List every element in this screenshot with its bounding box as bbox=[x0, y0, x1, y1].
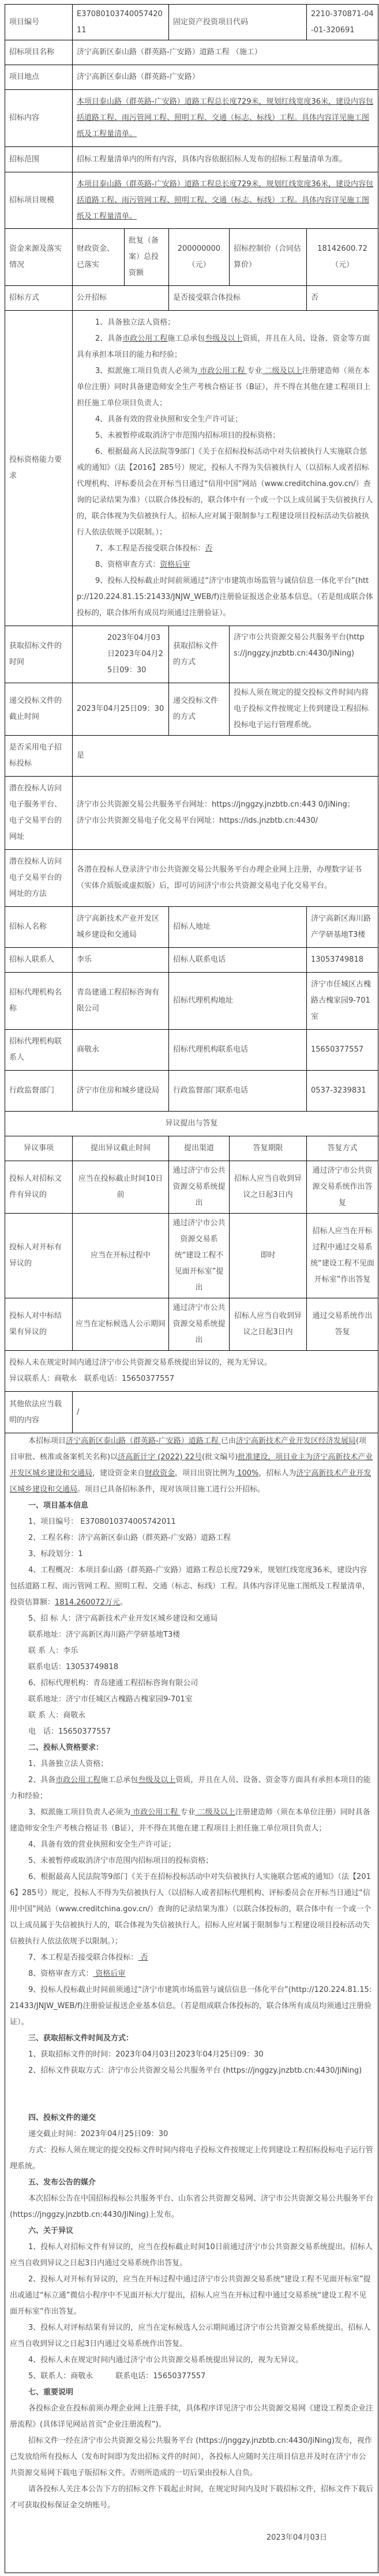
text-segment: 4、工程概况：本项目泰山路（群英路-广安路）道路工程总长度729米，规划红线宽度36米，建设内容包括道路工程、雨污管网工程、照明工程、交通（标志、标线）工程。具体内容详见施工图纸及工程量清单，投资估算额： bbox=[10, 1566, 370, 1607]
fund-label: 资金来源及落实情况 bbox=[5, 229, 73, 286]
supervisor-phone: 0537-3239831 bbox=[307, 1071, 378, 1112]
tenderer-addr-label: 招标人地址 bbox=[169, 907, 307, 948]
qualification-requirements bbox=[73, 311, 378, 626]
text-segment: 联系地址：济宁市任城区古槐路古槐家园9-701室 bbox=[28, 1695, 193, 1704]
objection-header: 异议事项 bbox=[5, 1136, 73, 1161]
text-segment: 六、关于异议 bbox=[28, 2227, 74, 2235]
text-segment: 7、本工程是否接受联合体投标： bbox=[95, 544, 205, 553]
text-segment: 5、联系人：商敬永 联系电话：15650377557 bbox=[28, 2372, 206, 2381]
supervisor-phone-label: 行政监督部门联系电话 bbox=[169, 1071, 307, 1112]
text-segment: 专业 bbox=[247, 367, 262, 375]
qualification-item bbox=[77, 573, 374, 622]
section-heading bbox=[10, 1498, 373, 1514]
objection-contact: 异议联系人：商敬永 联系电话：15650377557 bbox=[9, 1374, 174, 1383]
text-segment: 请各投标人关注本公告下方的招标文件下载起止时间，在规定时间内及时下载招标文件，招标文件下载后才可获取投标保证金交纳账号。 bbox=[10, 2485, 374, 2510]
public-service-url[interactable]: 济宁市公共资源交易公共服务平台网址：https://jnggzy.jnzbtb.cn:443 0/JiNing； bbox=[77, 800, 355, 809]
text-segment: 递交截止时间：2023年04月25日09：30 bbox=[28, 2130, 168, 2138]
text-segment: 注册建造师（须在本单位注册）同时具备建造师安全生产考核合格证书（B证），并不得在其他在建工程项目上担任施工单位项目负责人； bbox=[10, 1808, 370, 1833]
tender-scope: 招标工程量清单内的所有内容，具体内容依据招标人发布的招标工程量清单为准。 bbox=[73, 147, 378, 172]
underlined-text: 资格后审 bbox=[93, 1969, 126, 1978]
qualification-item bbox=[77, 412, 374, 428]
obtain-way: 济宁市公共资源交易公共服务平台(https://jnggzy.jnzbtb.cn:4430/JiNing) bbox=[230, 626, 378, 683]
paragraph bbox=[10, 2352, 373, 2368]
paragraph bbox=[10, 1724, 373, 1740]
text-segment: 。 bbox=[119, 1598, 127, 1607]
announcement-body bbox=[5, 1433, 378, 2573]
text-segment: 联系电话：13053749818 bbox=[28, 1663, 118, 1671]
text-segment: 6、根据最高人民法院等9部门《关于在招标投标活动中对失信被执行人实施联合惩戒的通知》（法【2016】285号）规定，投标人不得为失信被执行人（以招标人或者招标代理机构、评标委员会在开标当日通过“信用中国”网站（www.creditchina.gov.cn/）查询的记录结果为准）（以联合体投标的，联合体中有一个或一个以上成员属于失信被执行人的，联合体视为失信被执行人。招标人应对属于限制参与工程建设项目投标活动失信被执行人依法依规予以限制。）； bbox=[10, 1873, 372, 1946]
text-segment: 4、具备有效的营业执照和安全生产许可证； bbox=[28, 1840, 176, 1849]
name-label: 招标项目名称 bbox=[5, 40, 73, 65]
underlined-text: 济宁高新区泰山路（群英路-广安路）道路工程 bbox=[66, 1437, 221, 1445]
underlined-text: 否 bbox=[138, 1953, 148, 1962]
underlined-text: 批准建设，项目业主为济宁高新技术产业开发区城乡建设和交通局 bbox=[10, 1453, 373, 1478]
qualification-item bbox=[77, 428, 374, 444]
text-segment: 七、重要说明 bbox=[28, 2388, 74, 2397]
objection-reply-way: 招标人应当在开标过程中通过交易系统“建设工程不见面开标室”作出答复 bbox=[307, 1214, 378, 1298]
paragraph bbox=[10, 1562, 373, 1611]
underlined-text: 二级及以上 bbox=[262, 367, 302, 375]
section-heading bbox=[10, 1740, 373, 1756]
text-segment: 资质，并且在人员、设备、资金等方面具有承担本项目的能力和经验； bbox=[10, 1776, 371, 1801]
text-segment: 本招标项目 bbox=[28, 1437, 66, 1445]
objection-note bbox=[5, 1351, 378, 1392]
consortium-label: 是否接受联合体投标 bbox=[169, 286, 307, 311]
underlined-text: 资格后审 bbox=[160, 560, 190, 569]
fund-source: 财政资金、已落实 bbox=[73, 229, 125, 286]
control-price: 18142600.72 （元） bbox=[307, 229, 378, 286]
paragraph bbox=[10, 1805, 373, 1837]
scope-label: 招标范围 bbox=[5, 147, 73, 172]
tender-announcement-table bbox=[5, 4, 378, 2573]
objection-reply-period: 招标人应当自收到异议之日起3日内 bbox=[230, 1298, 307, 1351]
text-segment: 2、招标文件获取方式：济宁市公共资源交易公共服务平台 (https://jnggzy.jnzbtb.cn:4430/JiNing) bbox=[28, 2066, 362, 2075]
supervisor-label: 行政监督部门 bbox=[5, 1071, 73, 1112]
underlined-text: 叁级及以上 bbox=[205, 334, 243, 343]
consortium-value: 否 bbox=[307, 286, 378, 311]
paragraph bbox=[10, 1853, 373, 1869]
qualification-item bbox=[77, 315, 374, 331]
text-segment: 施工总承包 bbox=[167, 334, 205, 343]
text-segment: 5、招 标 人：济宁高新技术产业开发区城乡建设和交通局 bbox=[28, 1614, 218, 1623]
tender-content: 本项目泰山路（群英路-广安路）道路工程总长度729米，规划红线宽度36米，建设内容包括道路工程、雨污管网工程、照明工程、交通（标志、标线）工程。具体内容详见施工图纸及工程量清单。 bbox=[73, 90, 378, 147]
agency-name: 青岛建通工程招标咨询有限公司 bbox=[73, 973, 169, 1030]
objection-row bbox=[5, 1298, 378, 1351]
paragraph bbox=[10, 1950, 373, 1966]
text-segment: 3、投标人对评标结果有异议的，应当在定标候选人公示期间通过济宁市公共资源交易系统提出。招标人应当自收到异议之日起3日内通过交易系统作出答复。 bbox=[10, 2323, 371, 2348]
paragraph bbox=[10, 1756, 373, 1772]
text-segment: 专业 bbox=[180, 1808, 196, 1817]
submit-deadline: 2023年04月25日09：30 bbox=[73, 683, 169, 736]
text-segment: 施工总承包 bbox=[100, 1776, 138, 1784]
paragraph bbox=[10, 2481, 373, 2514]
method-label: 招标方式 bbox=[5, 286, 73, 311]
tender-scale: 本项目泰山路（群英路-广安路）道路工程总长度729米，规划红线宽度36米，建设内容包括道路工程、雨污管网工程、照明工程、交通（标志、标线）工程。具体内容详见施工图纸及工程量清单。 bbox=[73, 172, 378, 229]
qualification-item bbox=[77, 541, 374, 557]
submit-way: 投标人须在规定的提交投标文件时间内将电子投标文件按规定上传到建设工程招标投标电子运行管理系统。 bbox=[230, 683, 378, 736]
paragraph bbox=[10, 1643, 373, 1659]
supervisor: 济宁市住房和城乡建设局 bbox=[73, 1071, 169, 1112]
paragraph bbox=[10, 2239, 373, 2272]
text-segment: 1、具备独立法人资格； bbox=[28, 1760, 108, 1768]
underlined-text: 叁级及以上 bbox=[138, 1776, 176, 1784]
project-location: 济宁高新区泰山路（群英路-广安路） bbox=[73, 65, 378, 90]
qualification-item bbox=[77, 444, 374, 541]
qualification-label: 投标资格能力要求 bbox=[5, 311, 73, 626]
control-price-label: 招标控制价（合同估算价） bbox=[230, 229, 307, 286]
objection-reply-period: 即时 bbox=[230, 1214, 307, 1298]
text-segment: 2、工程名称：济宁高新区泰山路（群英路-广安路）道路工程 bbox=[28, 1534, 231, 1542]
total-investment-label: 批复（备案）总投资额 bbox=[125, 229, 169, 286]
text-segment: 3、标段划分：1 bbox=[28, 1550, 83, 1558]
agency-addr-label: 招标代理机构地址 bbox=[169, 973, 307, 1030]
text-segment: 联系地址：济宁高新区海川路产学研基地T3楼 bbox=[28, 1630, 181, 1639]
objection-title: 异议提出与答复 bbox=[5, 1112, 378, 1136]
underlined-text: 济宁高新技术产业开发区城乡建设和交通局 bbox=[10, 1469, 372, 1494]
objection-row bbox=[5, 1161, 378, 1214]
text-segment: 。项目已具备招标条件，现对该项目施工进行公开招标。 bbox=[77, 1485, 265, 1494]
obtain-way-label: 获取招标文件的方式 bbox=[169, 626, 230, 683]
tenderer-contact-label: 招标人联系人 bbox=[5, 948, 73, 973]
location-label: 项目地点 bbox=[5, 65, 73, 90]
text-segment: 一、项目基本信息 bbox=[28, 1501, 89, 1510]
access-label: 潜在投标人访问电子交易平台的网址的方法 bbox=[5, 850, 73, 907]
text-segment: 本次招标公告在中国招标投标公共服务平台、山东省公共资源交易网、济宁市公共资源交易公共服务平台 (https://jnggzy.jnzbtb.cn:4430/JiNing)上发布。 bbox=[10, 2194, 374, 2219]
underlined-text: 市政公用工程 bbox=[197, 367, 247, 375]
objection-channel: 通过济宁市公共资源交易系统提出 bbox=[169, 1298, 230, 1351]
text-segment: ，建设资金来自 bbox=[92, 1469, 145, 1478]
project-no: E3708010374005742011 bbox=[73, 5, 169, 40]
paragraph bbox=[10, 1837, 373, 1853]
text-segment: 4、投标人未在规定时间内通过济宁市公共资源交易系统提出异议的，视为无异议。 bbox=[28, 2356, 303, 2364]
paragraph bbox=[10, 2433, 373, 2481]
agency-address: 济宁市任城区古槐路古槐家园9-701室 bbox=[307, 973, 378, 1030]
section-heading bbox=[10, 2031, 373, 2047]
paragraph bbox=[10, 2320, 373, 2352]
text-segment: 2、投标人对开标有异议的，应当在开标过程中通过济宁市公共资源交易系统“建设工程不见面开标室”提出或通过“标立通”微信小程序中不见面开标大厅提出，招标人应当在开标过程中通过交易系统“建设工程不见面开标室”作出答复。 bbox=[10, 2275, 371, 2316]
agency-label: 招标代理机构名称 bbox=[5, 973, 73, 1030]
text-segment: 2、具备 bbox=[28, 1776, 56, 1784]
text-segment: 方式：投标人须在规定的提交投标文件时间内将电子投标文件按规定上传到建设工程招标投标电子运行管理系统。 bbox=[10, 2146, 374, 2171]
objection-deadline: 应当在投标截止时间10日前 bbox=[73, 1161, 169, 1214]
paragraph bbox=[10, 1708, 373, 1724]
text-segment: 联 系 人：商敬永 bbox=[28, 1711, 86, 1720]
text-segment: 各投标企业在投标前须办理企业网上注册手续，具体程序详见济宁市公共资源交易网《建设工程类企业注册流程》(具体详见网站首页“企业注册流程”)。 bbox=[10, 2404, 374, 2429]
tenderer-label: 招标人名称 bbox=[5, 907, 73, 948]
underlined-text: 财政资金 bbox=[145, 1469, 175, 1478]
paragraph bbox=[10, 1530, 373, 1546]
tenderer-name: 济宁高新技术产业开发区城乡建设和交通局 bbox=[73, 907, 169, 948]
agency-contact-label: 招标代理机构联系人 bbox=[5, 1030, 73, 1071]
text-segment: 注册建造师（须在本单位注册）同时具备建造师安全生产考核合格证书（B证），并不得在其他在建工程项目上担任施工单位项目负责人； bbox=[77, 367, 371, 408]
content-label: 招标内容 bbox=[5, 90, 73, 147]
text-segment: 五、发布公告的媒介 bbox=[28, 2178, 96, 2187]
objection-reply-way: 通过济宁市公共资源交易系统作出答复 bbox=[307, 1161, 378, 1214]
text-segment: 已由 bbox=[220, 1437, 236, 1445]
text-segment: 3、拟派施工项目负责人必须为 bbox=[28, 1808, 131, 1817]
qualification-item bbox=[77, 557, 374, 573]
tenderer-contact: 李乐 bbox=[73, 948, 169, 973]
text-segment: 9、投标人投标截止时间前须通过“济宁市建筑市场监管与诚信信息一体化平台”(http://120.224.81.15:21433/JNJW_WEB/f)注册验证报送企业基本信息。（若是组成联合体投标的，联合体所有成员均须通过注册验证）。 bbox=[10, 1986, 372, 2027]
agency-phone: 15650377557 bbox=[307, 1030, 378, 1071]
paragraph bbox=[10, 1675, 373, 1692]
text-segment: 4、具备有效的营业执照和安全生产许可证； bbox=[95, 415, 243, 424]
electronic-label: 是否采用电子招标投标 bbox=[5, 736, 73, 777]
announcement-date bbox=[10, 2530, 373, 2546]
paragraph bbox=[10, 1546, 373, 1562]
text-segment: 3、拟派施工项目负责人必须为 bbox=[95, 367, 198, 375]
urls-label: 潜在投标人访问电子服务平台、电子交易平台的网址 bbox=[5, 777, 73, 850]
paragraph bbox=[10, 2126, 373, 2142]
underlined-text: 市政公用工程 bbox=[130, 1808, 181, 1817]
text-segment: 资质，并且在人员、设备、资金等方面具有承担本项目的能力和经验； bbox=[77, 334, 370, 359]
objection-reply-period: 招标人应当自收到异议之日起3日内 bbox=[230, 1161, 307, 1214]
text-segment: 电 话：15650377557 bbox=[28, 1727, 111, 1736]
paragraph bbox=[10, 1627, 373, 1643]
tenderer-phone-label: 招标人联系电话 bbox=[169, 948, 307, 973]
tenderer-address: 济宁高新区海川路产学研基地T3楼 bbox=[307, 907, 378, 948]
platform-urls bbox=[73, 777, 378, 850]
agency-phone-label: 招标代理机构联系电话 bbox=[169, 1030, 307, 1071]
submit-time-label: 递交投标文件的截止时间 bbox=[5, 683, 73, 736]
text-segment: 7、本工程是否接受联合体投标： bbox=[28, 1953, 138, 1962]
section-heading bbox=[10, 2385, 373, 2401]
agency-contact: 商敬永 bbox=[73, 1030, 169, 1071]
underlined-text: 济宁高新技术产业开发区经济发展局 bbox=[235, 1437, 356, 1445]
text-segment: 三、获取招标文件时间及方式： bbox=[28, 2034, 134, 2043]
text-segment: 6、根据最高人民法院等9部门《关于在招标投标活动中对失信被执行人实施联合惩戒的通知》（法【2016】285号）规定，投标人不得为失信被执行人（以招标人或者招标代理机构、评标委员会在开标当日通过“信用中国”网站（www.creditchina.gov.cn/）查询的记录结果为准）（以联合体投标的，联合体中有一个或一个以上成员属于失信被执行人的，联合体视为失信被执行人。招标人应对属于限制参与工程建设项目投标活动失信被执行人依法依规予以限制。）； bbox=[77, 447, 373, 537]
paragraph bbox=[10, 1966, 373, 1982]
text-segment: (项目审批、核准或备案机关名称)以 bbox=[10, 1437, 366, 1462]
section-heading bbox=[10, 2223, 373, 2239]
text-segment: 6、招标代理机构：青岛建通工程招标咨询有限公司 bbox=[28, 1679, 198, 1688]
other-label: 其他依法应当载明的内容 bbox=[5, 1392, 73, 1433]
text-segment: 5、未被暂停或取消济宁市范围内招标项目的投标资格； bbox=[95, 431, 280, 440]
paragraph bbox=[10, 2047, 373, 2063]
objection-header: 提出异议截止时间 bbox=[73, 1136, 169, 1161]
text-segment: (批文编号) bbox=[202, 1453, 238, 1462]
text-segment: 8、资格审查方式： bbox=[95, 560, 160, 569]
scale-label: 招标项目规模 bbox=[5, 172, 73, 229]
paragraph bbox=[10, 1433, 373, 1498]
objection-channel: 通过济宁市公共资源交易系统提出 bbox=[169, 1161, 230, 1214]
paragraph bbox=[10, 2063, 373, 2079]
paragraph bbox=[10, 1692, 373, 1708]
paragraph bbox=[10, 1982, 373, 2031]
underlined-text: 济高新计字 (2022) 22号 bbox=[118, 1453, 202, 1462]
objection-header: 答复方式 bbox=[307, 1136, 378, 1161]
underlined-text: 市政公用工程 bbox=[55, 1776, 101, 1784]
objection-item: 投标人对开标有异议的 bbox=[5, 1214, 73, 1298]
invest-code: 2210-370871-04-01-320691 bbox=[307, 5, 378, 40]
section-heading bbox=[10, 2175, 373, 2191]
text-segment: 招标文件一经在济宁市公共资源交易公共服务平台 (https://jnggzy.jnzbtb.cn:4430/JiNing)发布，视作已发放给所有投标人（发布时间即为发出招标文件的时间），各投标人应随时关注项目信息并及时在济宁市公共资源交易网下载电子版招标文件。否则所造成的一切后果由投标人自负。 bbox=[10, 2436, 372, 2477]
underlined-text: 否 bbox=[205, 544, 213, 553]
text-segment: 联 系 人：李乐 bbox=[28, 1647, 78, 1655]
qualification-item bbox=[77, 331, 374, 363]
obtain-time-label: 获取招标文件的时间 bbox=[5, 626, 73, 683]
other-content: / bbox=[73, 1392, 378, 1433]
project-name: 济宁高新区泰山路（群英路-广安路）道路工程 （施工） bbox=[73, 40, 378, 65]
text-segment: 1、项目编号： E3708010374005742011 bbox=[28, 1517, 176, 1526]
paragraph bbox=[10, 2401, 373, 2433]
objection-note-text: 投标人未在规定时间内通过济宁市公共资源交易系统提出异议的，视为无异议。 bbox=[9, 1358, 272, 1367]
underlined-text: 100% bbox=[235, 1469, 259, 1478]
trading-platform-url[interactable]: 济宁市公共资源交易电子化交易平台网址：https://ids.jnzbtb.cn:4430/ bbox=[77, 816, 318, 825]
text-segment: 1、获取招标文件的时间：2023年04月03日2023年04月25日09：30 bbox=[28, 2050, 264, 2059]
objection-deadline: 应当在定标候选人公示期间 bbox=[73, 1298, 169, 1351]
text-segment: 1、具备独立法人资格； bbox=[95, 318, 175, 327]
project-no-label: 项目编号 bbox=[5, 5, 73, 40]
obtain-time: 2023年04月03日2023年04月25日09：30 bbox=[73, 626, 169, 683]
text-segment: 8、资格审查方式： bbox=[28, 1969, 93, 1978]
paragraph bbox=[10, 2272, 373, 2320]
text-segment: 2、具备 bbox=[95, 334, 123, 343]
paragraph bbox=[10, 1611, 373, 1627]
objection-reply-way: 通过交易系统作出答复 bbox=[307, 1298, 378, 1351]
text-segment: 2023年04月03日 bbox=[266, 2533, 328, 2542]
submit-way-label: 递交投标文件的方式 bbox=[169, 683, 230, 736]
objection-row bbox=[5, 1214, 378, 1298]
paragraph bbox=[10, 2087, 373, 2103]
text-segment: ，项目出资比例为 bbox=[175, 1469, 235, 1478]
objection-channel: 通过济宁市公共资源交易系统“建设工程不见面开标室”提出 bbox=[169, 1214, 230, 1298]
invest-code-label: 固定资产投资项目代码 bbox=[169, 5, 307, 40]
underlined-text: 市政公用工程 bbox=[122, 334, 168, 343]
objection-item: 投标人对中标结果有异议的 bbox=[5, 1298, 73, 1351]
section-heading bbox=[10, 2110, 373, 2126]
objection-header: 答复期限 bbox=[230, 1136, 307, 1161]
total-investment: 200000000 （元） bbox=[169, 229, 230, 286]
text-segment: 1、投标人对招标文件有异议的，应当在投标截止时间10日前通过济宁市公共资源交易系统提出。招标人应当自收到异议之日起3日内通过交易系统作出答复。 bbox=[10, 2243, 373, 2268]
tenderer-phone: 13053749818 bbox=[307, 948, 378, 973]
text-segment: 5、未被暂停或取消济宁市范围内招标项目的投标资格； bbox=[28, 1856, 213, 1865]
objection-item: 投标人对招标文件有异议的 bbox=[5, 1161, 73, 1214]
paragraph bbox=[10, 1514, 373, 1530]
paragraph bbox=[10, 1659, 373, 1675]
paragraph bbox=[10, 1869, 373, 1950]
access-method: 各潜在投标人登录济宁市公共资源交易公共服务平台办理企业网上注册，办理数字证书（实体介质版或虚拟版）后，即可访问济宁市公共资源交易电子化交易平台。 bbox=[73, 850, 378, 907]
underlined-text: 1814.260072万元 bbox=[55, 1598, 120, 1607]
objection-header: 提出渠道 bbox=[169, 1136, 230, 1161]
tender-method: 公开招标 bbox=[73, 286, 169, 311]
text-segment: 二、投标人资格要求： bbox=[28, 1743, 104, 1752]
qualification-item bbox=[77, 363, 374, 412]
paragraph bbox=[10, 2191, 373, 2223]
paragraph bbox=[10, 2142, 373, 2175]
text-segment: 9、投标人投标截止时间前须通过“济宁市建筑市场监管与诚信信息一体化平台”(http://120.224.81.15:21433/JNJW_WEB/f)注册验证报送企业基本信息。（若是组成联合体投标的，联合体所有成员均须通过注册验证）。 bbox=[77, 577, 373, 617]
underlined-text: 二级及以上 bbox=[195, 1808, 235, 1817]
paragraph bbox=[10, 1772, 373, 1805]
objection-deadline: 应当在开标过程中 bbox=[73, 1214, 169, 1298]
electronic-value: 是 bbox=[73, 736, 378, 777]
text-segment: ，招标人为 bbox=[258, 1469, 297, 1478]
paragraph bbox=[10, 2368, 373, 2385]
text-segment: 四、投标文件的递交 bbox=[28, 2114, 96, 2122]
